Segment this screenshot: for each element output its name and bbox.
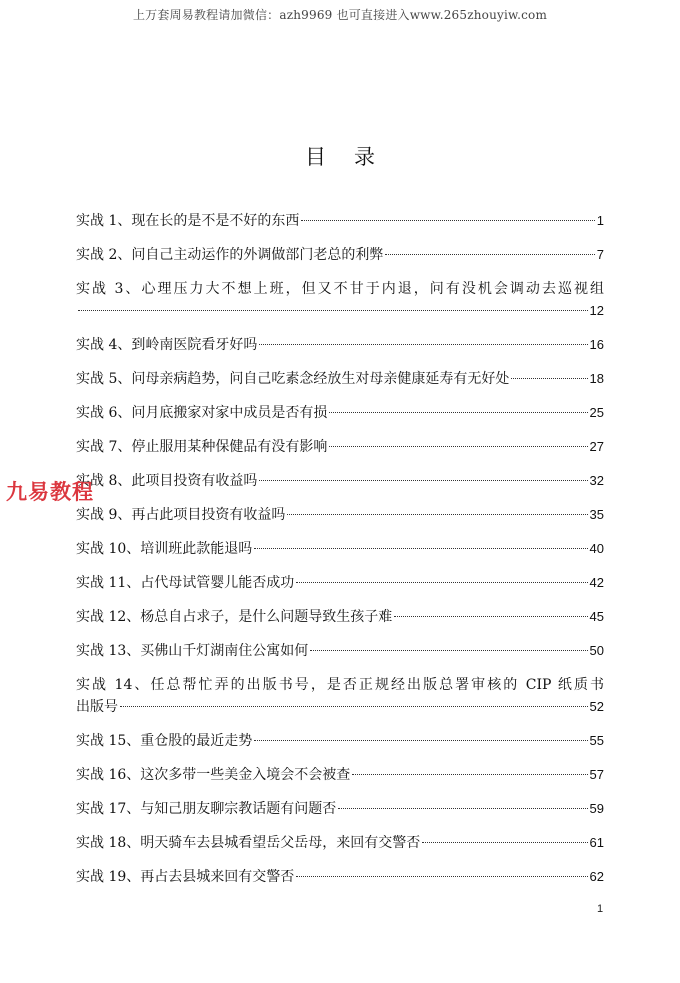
- toc-entry-page: 7: [596, 247, 604, 262]
- toc-dot-leader: [120, 706, 588, 707]
- toc-entry[interactable]: [76, 244, 604, 266]
- toc-entry-page: 40: [589, 541, 604, 556]
- toc-entry-label: 实战 3、心理压力大不想上班，但又不甘于内退，问有没机会调动去巡视组: [76, 281, 604, 297]
- toc-entry-page: 61: [589, 835, 604, 850]
- toc-entry-label-continuation: 出版号: [76, 699, 118, 715]
- page-number: 1: [597, 903, 604, 915]
- toc-entry-label: 实战 2、问自己主动运作的外调做部门老总的利弊: [76, 247, 384, 263]
- toc-entry-page: 57: [589, 767, 604, 782]
- toc-entry[interactable]: [76, 504, 604, 526]
- toc-entry-page: 59: [589, 801, 604, 816]
- toc-entry-label: 实战 19、再占去县城来回有交警否: [76, 869, 295, 885]
- toc-entry-page: 55: [589, 733, 604, 748]
- toc-entry[interactable]: [76, 470, 604, 492]
- toc-dot-leader: [259, 480, 587, 481]
- toc-dot-leader: [385, 254, 594, 255]
- toc-entry-page: 42: [589, 575, 604, 590]
- toc-entry-label: 实战 1、现在长的是不是不好的东西: [76, 213, 300, 229]
- toc-list: [76, 210, 604, 900]
- toc-entry-label: 实战 12、杨总自占求子，是什么问题导致生孩子难: [76, 609, 393, 625]
- toc-dot-leader: [287, 514, 587, 515]
- toc-entry-page: 32: [589, 473, 604, 488]
- toc-entry[interactable]: [76, 730, 604, 752]
- toc-entry-label: 实战 11、占代母试管婴儿能否成功: [76, 575, 295, 591]
- watermark-logo: 九易教程: [6, 480, 94, 504]
- toc-entry-label: 实战 5、问母亲病趋势，问自己吃素念经放生对母亲健康延寿有无好处: [76, 371, 510, 387]
- toc-entry-page: 52: [589, 699, 604, 714]
- toc-dot-leader: [394, 616, 587, 617]
- toc-entry-label: 实战 15、重仓股的最近走势: [76, 733, 253, 749]
- toc-entry-label: 实战 10、培训班此款能退吗: [76, 541, 253, 557]
- toc-entry-page: 50: [589, 643, 604, 658]
- toc-dot-leader: [511, 378, 587, 379]
- toc-entry[interactable]: [76, 334, 604, 356]
- toc-entry-label: 实战 7、停止服用某种保健品有没有影响: [76, 439, 328, 455]
- toc-dot-leader: [329, 412, 587, 413]
- toc-entry-page: 16: [589, 337, 604, 352]
- toc-entry[interactable]: [76, 798, 604, 820]
- toc-entry[interactable]: [76, 402, 604, 424]
- toc-dot-leader: [296, 582, 587, 583]
- toc-dot-leader: [296, 876, 587, 877]
- toc-entry[interactable]: [76, 538, 604, 560]
- toc-dot-leader: [254, 740, 587, 741]
- toc-title: 目录: [305, 145, 403, 169]
- toc-entry-label: 实战 16、这次多带一些美金入境会不会被查: [76, 767, 351, 783]
- toc-entry[interactable]: [76, 606, 604, 628]
- toc-entry-label: 实战 9、再占此项目投资有收益吗: [76, 507, 286, 523]
- toc-entry-page: 1: [596, 213, 604, 228]
- toc-entry[interactable]: [76, 866, 604, 888]
- toc-dot-leader: [338, 808, 587, 809]
- toc-entry[interactable]: [76, 674, 604, 718]
- toc-entry[interactable]: [76, 278, 604, 322]
- toc-entry-page: 35: [589, 507, 604, 522]
- toc-dot-leader: [352, 774, 587, 775]
- toc-entry-page: 27: [589, 439, 604, 454]
- toc-entry-label: 实战 17、与知己朋友聊宗教话题有问题否: [76, 801, 337, 817]
- toc-entry[interactable]: [76, 436, 604, 458]
- toc-dot-leader: [329, 446, 587, 447]
- page-header: 上万套周易教程请加微信：azh9969 也可直接进入www.265zhouyiw.com: [132, 8, 548, 22]
- toc-entry-page: 25: [589, 405, 604, 420]
- toc-entry-label: 实战 4、到岭南医院看牙好吗: [76, 337, 258, 353]
- toc-entry-label: 实战 13、买佛山千灯湖南住公寓如何: [76, 643, 309, 659]
- toc-dot-leader: [259, 344, 587, 345]
- toc-entry-label: 实战 8、此项目投资有收益吗: [76, 473, 258, 489]
- toc-entry-page: 18: [589, 371, 604, 386]
- toc-entry-page: 45: [589, 609, 604, 624]
- toc-dot-leader: [78, 310, 588, 311]
- toc-entry[interactable]: [76, 368, 604, 390]
- toc-entry[interactable]: [76, 764, 604, 786]
- toc-entry-page: 12: [589, 303, 604, 318]
- toc-entry[interactable]: [76, 210, 604, 232]
- toc-dot-leader: [310, 650, 587, 651]
- toc-entry[interactable]: [76, 640, 604, 662]
- toc-entry[interactable]: [76, 832, 604, 854]
- toc-dot-leader: [254, 548, 587, 549]
- toc-dot-leader: [422, 842, 587, 843]
- toc-entry-label: 实战 18、明天骑车去县城看望岳父岳母，来回有交警否: [76, 835, 421, 851]
- toc-entry[interactable]: [76, 572, 604, 594]
- toc-dot-leader: [301, 220, 594, 221]
- toc-entry-label: 实战 14、任总帮忙弄的出版书号，是否正规经出版总署审核的 CIP 纸质书: [76, 677, 604, 693]
- toc-entry-page: 62: [589, 869, 604, 884]
- toc-entry-label: 实战 6、问月底搬家对家中成员是否有损: [76, 405, 328, 421]
